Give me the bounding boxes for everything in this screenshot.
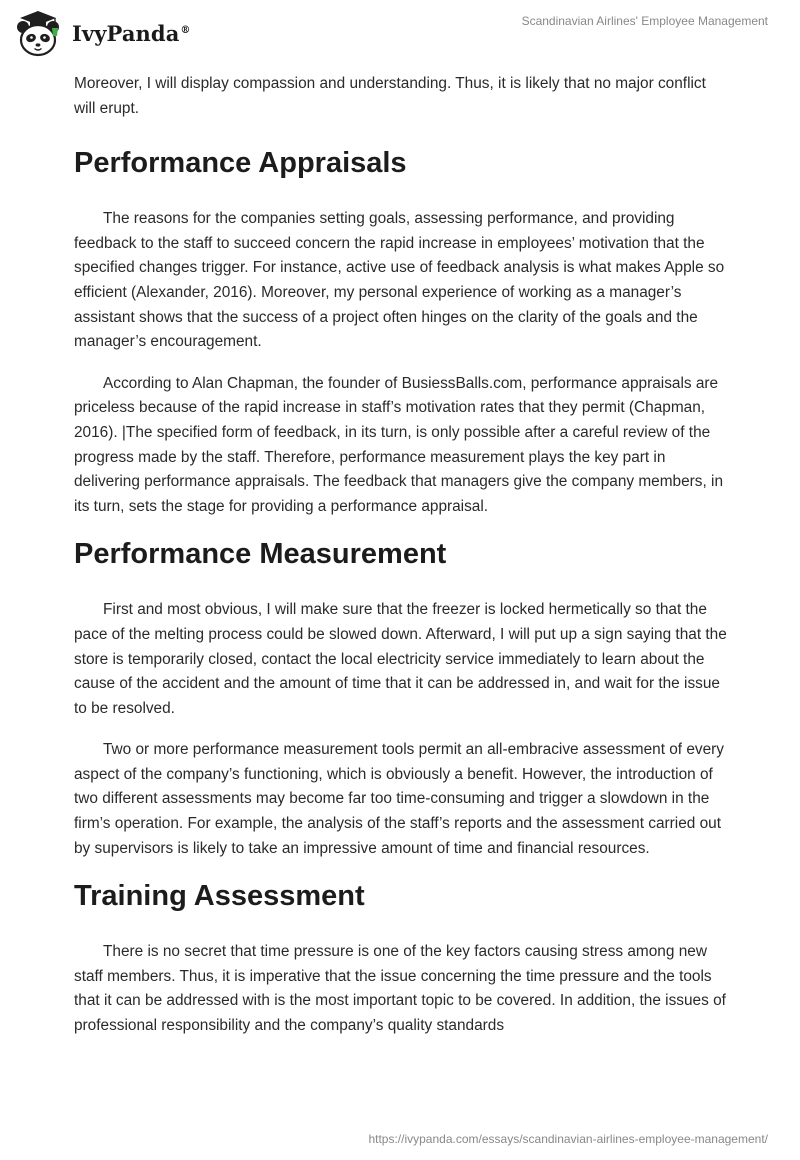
intro-paragraph: Moreover, I will display compassion and understanding. Thus, it is likely that no major conflict will erupt. [74,75,706,117]
document-title: Scandinavian Airlines' Employee Management [521,14,768,28]
brand-name [72,21,191,46]
paragraph: First and most obvious, I will make sure that the freezer is locked hermetically so that the pace of the melting process could be slowed down. Afterward, I will put up a sign saying that the store is temporarily closed, contact the local electricity service immediately to learn about the cause of the accident and the amount of time that it can be addressed in, and wait for the issue to be resolved. [74,601,727,717]
section-heading-training-assessment: Training Assessment [74,880,365,913]
section-heading-performance-appraisals: Performance Appraisals [74,147,407,180]
paragraph: According to Alan Chapman, the founder of BusiessBalls.com, performance appraisals are priceless because of the rapid increase in staff’s motivation rates that they permit (Chapman, 2016). |The specified form of feedback, in its turn, is only possible after a careful review of the progress made by the staff. Therefore, performance measurement plays the key part in delivering performance appraisals. The feedback that managers give the company members, in its turn, sets the stage for providing a performance appraisal. [74,374,724,515]
paragraph: The reasons for the companies setting goals, assessing performance, and providing feedback to the staff to succeed concern the rapid increase in employees’ motivation that the specified changes trigger. For instance, active use of feedback analysis is what makes Apple so efficient (Alexander, 2016). Moreover, my personal experience of working as a manager’s assistant shows that the success of a project often hinges on the clarity of the goals and the manager’s encouragement. [74,210,725,351]
paragraph: There is no secret that time pressure is one of the key factors causing stress among new staff members. Thus, it is imperative that the issue concerning the time pressure and the tools that it can be addressed with is the most important topic to be covered. In addition, the issues of professional responsibility and the company’s quality standards [74,943,726,1035]
source-url-link[interactable]: https://ivypanda.com/essays/scandinavian-airlines-employee-management/ [368,1132,768,1146]
brand-name-text: IvyPanda [72,20,180,46]
panda-logo-icon [12,8,64,58]
essay-body [74,72,728,1039]
section-heading-performance-measurement: Performance Measurement [74,538,447,571]
paragraph: Two or more performance measurement tools permit an all-embracive assessment of every aspect of the company’s functioning, which is obviously a benefit. However, the introduction of two different assessments may become far too time-consuming and trigger a slowdown in the firm’s operation. For example, the analysis of the staff’s reports and the assessment carried out by supervisors is likely to take an impressive amount of time and financial resources. [74,741,724,857]
registered-mark: ® [180,24,191,36]
page-header [0,0,800,64]
brand-logo[interactable] [12,8,191,58]
